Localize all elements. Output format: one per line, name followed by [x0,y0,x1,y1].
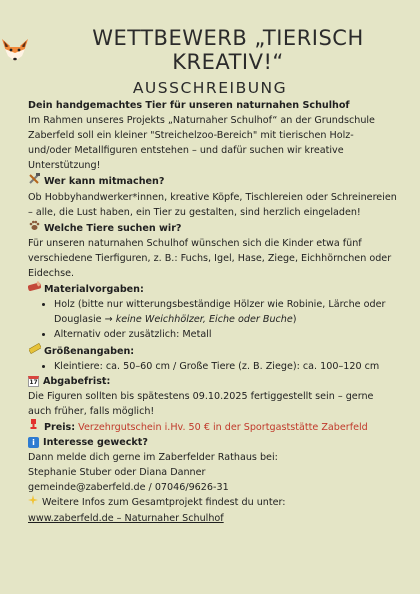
deadline-heading-row [28,374,398,389]
list-item [54,297,398,327]
animals-heading: Welche Tiere suchen wir? [44,222,182,234]
page-title: WETTBEWERB „TIERISCH KREATIV!“ [92,26,364,74]
who-text: Ob Hobbyhandwerker*innen, kreative Köpfe, Tischlereien oder Schreinereien – alle, die Lust haben, ein Tier zu gestalten, sind herzlich eingeladen! [28,191,397,218]
info-icon: i [28,437,39,448]
interest-heading: Interesse geweckt? [43,437,148,449]
who-heading-row [28,173,398,189]
more-info-row [28,495,398,510]
header [0,26,420,97]
size-heading-row [28,343,398,359]
tools-icon [28,173,41,189]
animals-text: Für unseren naturnahen Schulhof wünschen sich die Kinder etwa fünf verschiedene Tierfiguren, z. B.: Fuchs, Igel, Hase, Ziege, Eichhörnchen oder Eidechse. [28,237,392,280]
material-list [28,297,398,342]
material-heading: Materialvorgaben: [44,284,144,296]
material-item1-main: Holz (bitte nur witterungsbeständige Hölzer wie Robinie, Lärche oder Douglasie → [54,299,386,326]
interest-line3: gemeinde@zaberfeld.de / 07046/9626-31 [28,482,229,494]
interest-line2: Stephanie Stuber oder Diana Danner [28,467,206,479]
project-link[interactable]: www.zaberfeld.de – Naturnaher Schulhof [28,512,224,524]
intro-text: Im Rahmen unseres Projekts „Naturnaher Schulhof“ an der Grundschule Zaberfeld soll ein kleiner "Streichelzoo-Bereich" mit tierischen Holz- und/oder Metallfiguren entstehen – und dafür suchen wir kreative Unterstützung! [28,115,375,172]
sparkle-icon [28,495,39,510]
fox-face-icon [0,37,30,63]
prize-label: Preis: [44,421,76,433]
list-item: • Alternativ oder zusätzlich: Metall [54,327,398,342]
intro-heading: Dein handgemachtes Tier für unseren naturnahen Schulhof [28,100,350,111]
who-heading: Wer kann mitmachen? [44,176,165,188]
wood-icon [28,281,41,297]
interest-heading-row [28,435,398,450]
prize-row [28,419,398,435]
size-heading: Größenangaben: [44,345,135,357]
material-item1-italic: keine Weichhölzer, Eiche oder Buche [115,314,293,326]
animals-heading-row [28,220,398,236]
paw-icon [28,220,41,236]
list-item: • Kleintiere: ca. 50–60 cm / Große Tiere (z. B. Ziege): ca. 100–120 cm [54,359,398,374]
interest-line1: Dann melde dich gerne im Zaberfelder Rathaus bei: [28,452,278,464]
material-item1-end: ) [292,314,297,326]
more-info-text: Weitere Infos zum Gesamtprojekt findest du unter: [39,497,286,509]
material-heading-row [28,281,398,297]
deadline-text: Die Figuren sollten bis spätestens 09.10.2025 fertiggestellt sein – gerne auch früher, falls möglich! [28,390,374,417]
content [28,98,398,526]
trophy-icon [28,419,41,435]
prize-text: Verzehrgutschein i.Hv. 50 € in der Sportgaststätte Zaberfeld [75,421,368,433]
size-list [28,359,398,374]
ruler-icon [28,343,41,359]
calendar-icon: 17 [28,376,39,387]
deadline-heading: Abgabefrist: [43,375,111,387]
page-subtitle: AUSSCHREIBUNG [132,79,288,97]
title-row [0,26,420,74]
